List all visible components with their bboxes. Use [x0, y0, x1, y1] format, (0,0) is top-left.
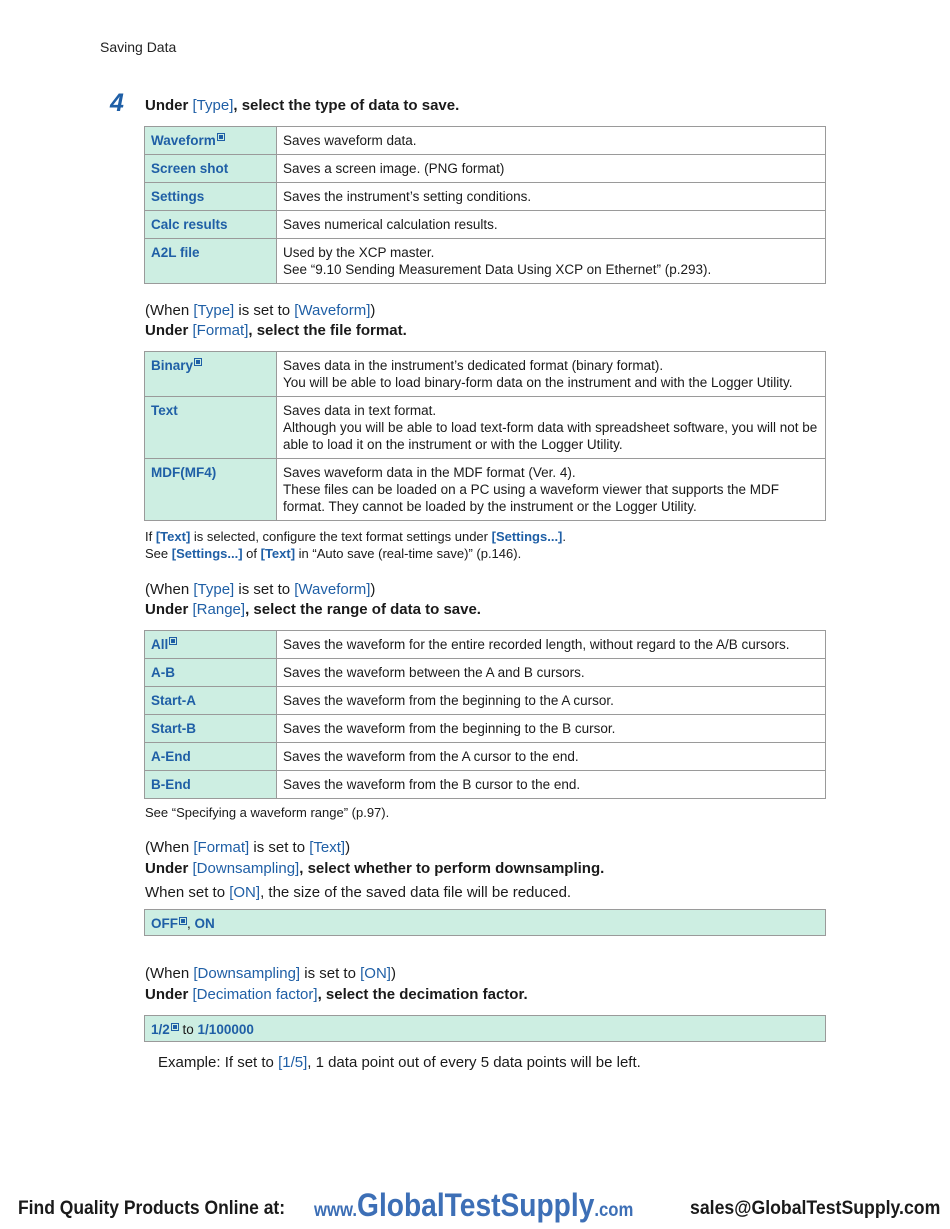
range-row [145, 631, 826, 659]
type-key-label: Calc results [151, 217, 228, 232]
range-desc-line: Saves the waveform from the A cursor to the end. [283, 749, 579, 764]
note-text: of [242, 546, 261, 561]
example-text: , 1 data point out of every 5 data points will be left. [307, 1054, 641, 1071]
dec-heading-post: , select the decimation factor. [317, 986, 528, 1003]
note-text-text-param: [Text] [260, 546, 296, 561]
footer-url-main: GlobalTestSupply [357, 1187, 595, 1223]
format-note [145, 528, 566, 562]
note-text-text-param: [Text] [155, 529, 191, 544]
downsampling-info [145, 884, 571, 901]
note-settings-param: [Settings...] [171, 546, 243, 561]
type-desc-line: Saves numerical calculation results. [283, 217, 498, 232]
format-heading-pre: Under [145, 322, 193, 339]
footer-url[interactable] [314, 1187, 633, 1224]
note-settings-param: [Settings...] [491, 529, 563, 544]
type-row [145, 239, 826, 284]
default-marker-icon [217, 133, 225, 141]
format-key-label: Binary [151, 358, 194, 373]
type-row [145, 127, 826, 155]
default-marker-icon [179, 917, 187, 925]
range-desc-cell [277, 659, 826, 687]
format-row [145, 459, 826, 521]
format-cond-open: (When [145, 302, 194, 319]
dec-cond-close: ) [390, 965, 396, 982]
type-desc-line: See “9.10 Sending Measurement Data Using XCP on Ethernet” (p.293). [283, 262, 712, 277]
range-desc-cell [277, 687, 826, 715]
type-table [144, 126, 826, 284]
ds-heading-post: , select whether to perform downsampling. [299, 860, 605, 877]
range-heading-post: , select the range of data to save. [245, 601, 481, 618]
footer-email[interactable]: sales@GlobalTestSupply.com [690, 1198, 941, 1219]
type-row [145, 155, 826, 183]
format-cond-mid: is set to [234, 302, 295, 319]
option-off: OFF [151, 916, 178, 931]
type-row [145, 183, 826, 211]
range-key-label: A-B [151, 665, 175, 680]
note-text: . [562, 529, 567, 544]
ds-info-on-param: [ON] [229, 884, 261, 901]
format-desc-cell [277, 352, 826, 397]
format-note-line1 [145, 528, 566, 545]
format-cond-close: ) [370, 302, 376, 319]
type-desc-line: Saves waveform data. [283, 133, 417, 148]
range-key-cell [145, 631, 277, 659]
format-key-cell [145, 459, 277, 521]
type-desc-line: Saves the instrument’s setting conditions. [283, 189, 532, 204]
type-key-label: Waveform [151, 133, 216, 148]
type-param: [Type] [192, 97, 234, 114]
ds-cond-mid: is set to [249, 839, 310, 856]
type-desc-line: Used by the XCP master. [283, 245, 435, 260]
range-cond-param: [Type] [193, 581, 235, 598]
dec-cond-mid: is set to [300, 965, 361, 982]
type-key-cell [145, 155, 277, 183]
footer-url-suffix: .com [594, 1200, 634, 1221]
ds-heading-pre: Under [145, 860, 193, 877]
dec-cond-open: (When [145, 965, 194, 982]
type-row [145, 211, 826, 239]
range-row [145, 743, 826, 771]
option-max: 1/100000 [197, 1022, 254, 1037]
range-desc-cell [277, 715, 826, 743]
downsampling-options [144, 909, 826, 936]
range-desc-cell [277, 631, 826, 659]
range-cond-close: ) [370, 581, 376, 598]
range-row [145, 771, 826, 799]
range-table [144, 630, 826, 799]
format-key-label: Text [151, 403, 178, 418]
range-desc-line: Saves the waveform between the A and B cursors. [283, 665, 585, 680]
note-text: is selected, configure the text format settings under [190, 529, 492, 544]
range-cond-value: [Waveform] [294, 581, 371, 598]
ds-cond-value: [Text] [309, 839, 346, 856]
format-note-line2 [145, 545, 566, 562]
range-key-label: B-End [151, 777, 191, 792]
format-desc-cell [277, 397, 826, 459]
decimation-example [158, 1054, 641, 1071]
type-key-cell [145, 239, 277, 284]
format-desc-cell [277, 459, 826, 521]
ds-cond-open: (When [145, 839, 194, 856]
format-param: [Format] [192, 322, 249, 339]
format-desc-line: Saves waveform data in the MDF format (Ver. 4). [283, 465, 576, 480]
format-heading [145, 322, 407, 339]
type-key-label: A2L file [151, 245, 200, 260]
type-heading-post: , select the type of data to save. [233, 97, 460, 114]
format-row [145, 397, 826, 459]
range-desc-cell [277, 771, 826, 799]
type-desc-cell [277, 183, 826, 211]
range-key-cell [145, 715, 277, 743]
format-key-label: MDF(MF4) [151, 465, 217, 480]
dec-cond-value: [ON] [360, 965, 391, 982]
range-key-cell [145, 743, 277, 771]
format-desc-line: Although you will be able to load text-form data with spreadsheet software, you will not be able to load it on the instrument or with the Logger Utility. [283, 420, 818, 452]
range-desc-line: Saves the waveform from the beginning to the B cursor. [283, 721, 616, 736]
format-key-cell [145, 352, 277, 397]
default-marker-icon [169, 637, 177, 645]
type-desc-cell [277, 211, 826, 239]
option-to: to [178, 1022, 198, 1037]
ds-cond-close: ) [345, 839, 351, 856]
format-key-cell [145, 397, 277, 459]
range-heading-pre: Under [145, 601, 193, 618]
format-desc-line: Saves data in the instrument’s dedicated format (binary format). [283, 358, 664, 373]
decimation-heading [145, 986, 528, 1003]
footer-url-prefix: www. [314, 1200, 358, 1221]
example-param: [1/5] [278, 1054, 308, 1071]
range-key-label: A-End [151, 749, 191, 764]
example-text: Example: If set to [158, 1054, 279, 1071]
downsampling-param: [Downsampling] [192, 860, 300, 877]
type-desc-line: Saves a screen image. (PNG format) [283, 161, 505, 176]
section-header: Saving Data [100, 39, 177, 55]
range-cond-open: (When [145, 581, 194, 598]
decimation-options [144, 1015, 826, 1042]
format-table [144, 351, 826, 521]
decimation-condition [145, 965, 396, 982]
type-desc-cell [277, 127, 826, 155]
range-key-cell [145, 687, 277, 715]
type-key-label: Screen shot [151, 161, 229, 176]
type-key-cell [145, 211, 277, 239]
format-condition [145, 302, 375, 319]
range-key-label: Start-A [151, 693, 197, 708]
range-condition [145, 581, 375, 598]
range-key-cell [145, 771, 277, 799]
type-key-cell [145, 183, 277, 211]
range-desc-line: Saves the waveform from the B cursor to the end. [283, 777, 581, 792]
type-desc-cell [277, 239, 826, 284]
range-key-cell [145, 659, 277, 687]
range-row [145, 659, 826, 687]
dec-heading-pre: Under [145, 986, 193, 1003]
range-param: [Range] [192, 601, 246, 618]
range-desc-line: Saves the waveform for the entire recorded length, without regard to the A/B cursors. [283, 637, 790, 652]
option-on: ON [194, 916, 215, 931]
range-key-label: All [151, 637, 169, 652]
range-desc-cell [277, 743, 826, 771]
type-heading [145, 97, 459, 114]
format-desc-line: You will be able to load binary-form data on the instrument and with the Logger Utility. [283, 375, 793, 390]
format-desc-line: These files can be loaded on a PC using a waveform viewer that supports the MDF format. They cannot be loaded by the instrument or the Logger Utility. [283, 482, 779, 514]
format-row [145, 352, 826, 397]
format-heading-post: , select the file format. [248, 322, 407, 339]
ds-info-text: , the size of the saved data file will be reduced. [260, 884, 572, 901]
footer-tagline: Find Quality Products Online at: [18, 1198, 286, 1219]
format-cond-param: [Type] [193, 302, 235, 319]
option-separator: , [187, 916, 195, 931]
range-key-label: Start-B [151, 721, 197, 736]
range-note: See “Specifying a waveform range” (p.97). [145, 805, 390, 820]
ds-cond-param: [Format] [193, 839, 250, 856]
range-cond-mid: is set to [234, 581, 295, 598]
type-desc-cell [277, 155, 826, 183]
step-number: 4 [110, 89, 124, 117]
format-desc-line: Saves data in text format. [283, 403, 437, 418]
range-heading [145, 601, 481, 618]
decimation-param: [Decimation factor] [192, 986, 318, 1003]
downsampling-heading [145, 860, 604, 877]
range-desc-line: Saves the waveform from the beginning to the A cursor. [283, 693, 614, 708]
range-row [145, 687, 826, 715]
note-text: in “Auto save (real-time save)” (p.146). [295, 546, 522, 561]
ds-info-text: When set to [145, 884, 230, 901]
format-cond-value: [Waveform] [294, 302, 371, 319]
type-key-cell [145, 127, 277, 155]
dec-cond-param: [Downsampling] [193, 965, 301, 982]
downsampling-condition [145, 839, 350, 856]
default-marker-icon [171, 1023, 179, 1031]
default-marker-icon [194, 358, 202, 366]
option-min: 1/2 [151, 1022, 170, 1037]
type-heading-pre: Under [145, 97, 193, 114]
range-row [145, 715, 826, 743]
type-key-label: Settings [151, 189, 205, 204]
note-text: See [145, 546, 172, 561]
note-text: If [145, 529, 156, 544]
